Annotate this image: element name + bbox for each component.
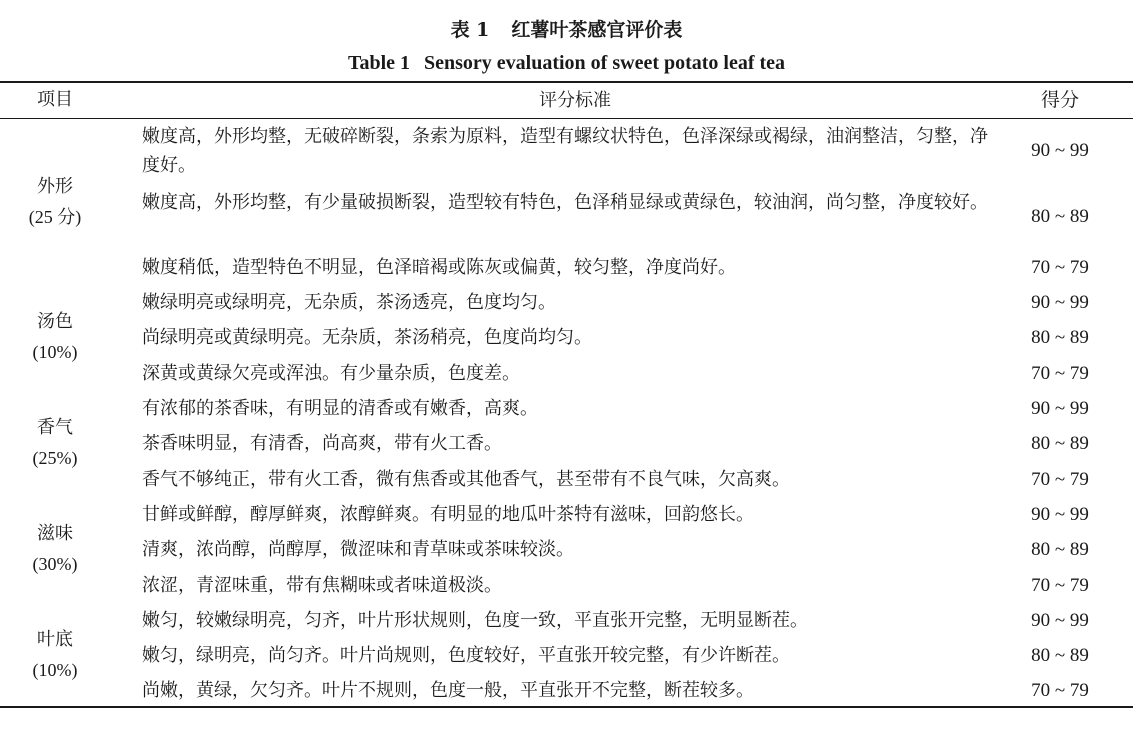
score-cell: 90 ~ 99 xyxy=(1031,610,1089,631)
criteria-cell: 嫩度高，外形均整，有少量破损断裂，造型较有特色，色泽稍显绿或黄绿色，较油润，尚匀整，净度较好。 xyxy=(142,192,988,213)
criteria-cell: 有浓郁的茶香味，有明显的清香或有嫩香，高爽。 xyxy=(142,398,538,419)
criteria-cell: 嫩度稍低，造型特色不明显，色泽暗褐或陈灰或偏黄，较匀整，净度尚好。 xyxy=(142,257,736,278)
category-infused-leaf xyxy=(0,625,110,685)
category-liquor-color xyxy=(0,307,110,367)
category-weight: (10%) xyxy=(32,660,78,680)
table-title-en-text: Sensory evaluation of sweet potato leaf tea xyxy=(424,52,786,74)
category-weight: (25%) xyxy=(32,448,78,468)
category-weight: (25 分) xyxy=(28,207,82,227)
category-taste xyxy=(0,519,110,579)
table-number-cn: 表 1 xyxy=(450,19,490,41)
table-title-cn xyxy=(0,16,1133,44)
criteria-cell: 浓涩，青涩味重，带有焦糊味或者味道极淡。 xyxy=(142,575,502,596)
category-name: 滋味 xyxy=(37,523,73,544)
score-cell: 80 ~ 89 xyxy=(1031,327,1089,348)
score-cell: 70 ~ 79 xyxy=(1031,363,1089,384)
criteria-cell: 尚嫩，黄绿，欠匀齐。叶片不规则，色度一般，平直张开不完整，断茬较多。 xyxy=(142,680,754,701)
score-cell: 80 ~ 89 xyxy=(1031,206,1089,227)
score-cell: 90 ~ 99 xyxy=(1031,140,1089,161)
score-cell: 70 ~ 79 xyxy=(1031,469,1089,490)
bottom-rule xyxy=(0,706,1133,708)
score-cell: 70 ~ 79 xyxy=(1031,680,1089,701)
criteria-cell: 深黄或黄绿欠亮或浑浊。有少量杂质，色度差。 xyxy=(142,363,520,384)
header-rule xyxy=(0,118,1133,119)
criteria-cell: 嫩度高，外形均整，无破碎断裂，条索为原料，造型有螺纹状特色，色泽深绿或褐绿，油润整洁，匀整，净度好。 xyxy=(142,126,988,176)
header-score: 得分 xyxy=(1040,90,1079,111)
score-cell: 90 ~ 99 xyxy=(1031,292,1089,313)
criteria-cell: 香气不够纯正，带有火工香，微有焦香或其他香气，甚至带有不良气味，欠高爽。 xyxy=(142,469,790,490)
score-cell: 70 ~ 79 xyxy=(1031,575,1089,596)
criteria-cell: 甘鲜或鲜醇，醇厚鲜爽，浓醇鲜爽。有明显的地瓜叶茶特有滋味，回韵悠长。 xyxy=(142,504,754,525)
score-cell: 90 ~ 99 xyxy=(1031,504,1089,525)
category-weight: (30%) xyxy=(32,554,78,574)
criteria-cell: 尚绿明亮或黄绿明亮。无杂质，茶汤稍亮，色度尚均匀。 xyxy=(142,327,592,348)
category-weight: (10%) xyxy=(32,342,78,362)
table-title-en xyxy=(0,49,1133,77)
category-name: 外形 xyxy=(37,176,73,197)
criteria-cell: 嫩绿明亮或绿明亮，无杂质，茶汤透亮，色度均匀。 xyxy=(142,292,556,313)
category-name: 香气 xyxy=(37,417,73,438)
score-cell: 70 ~ 79 xyxy=(1031,257,1089,278)
table-title-cn-text: 红薯叶茶感官评价表 xyxy=(511,19,683,41)
criteria-cell: 嫩匀，较嫩绿明亮，匀齐，叶片形状规则，色度一致，平直张开完整，无明显断茬。 xyxy=(142,610,808,631)
top-rule xyxy=(0,81,1133,83)
category-name: 叶底 xyxy=(37,629,73,650)
category-aroma xyxy=(0,413,110,473)
criteria-cell: 嫩匀，绿明亮，尚匀齐。叶片尚规则，色度较好，平直张开较完整，有少许断茬。 xyxy=(142,645,790,666)
score-cell: 90 ~ 99 xyxy=(1031,398,1089,419)
header-item: 项目 xyxy=(37,89,73,110)
category-name: 汤色 xyxy=(37,311,73,332)
header-criteria: 评分标准 xyxy=(539,90,611,111)
table-number-en: Table 1 xyxy=(347,52,410,74)
score-cell: 80 ~ 89 xyxy=(1031,433,1089,454)
criteria-cell: 茶香味明显，有清香，尚高爽，带有火工香。 xyxy=(142,433,502,454)
criteria-cell: 清爽，浓尚醇，尚醇厚，微涩味和青草味或茶味较淡。 xyxy=(142,539,574,560)
score-cell: 80 ~ 89 xyxy=(1031,539,1089,560)
score-cell: 80 ~ 89 xyxy=(1031,645,1089,666)
category-appearance xyxy=(0,172,110,232)
